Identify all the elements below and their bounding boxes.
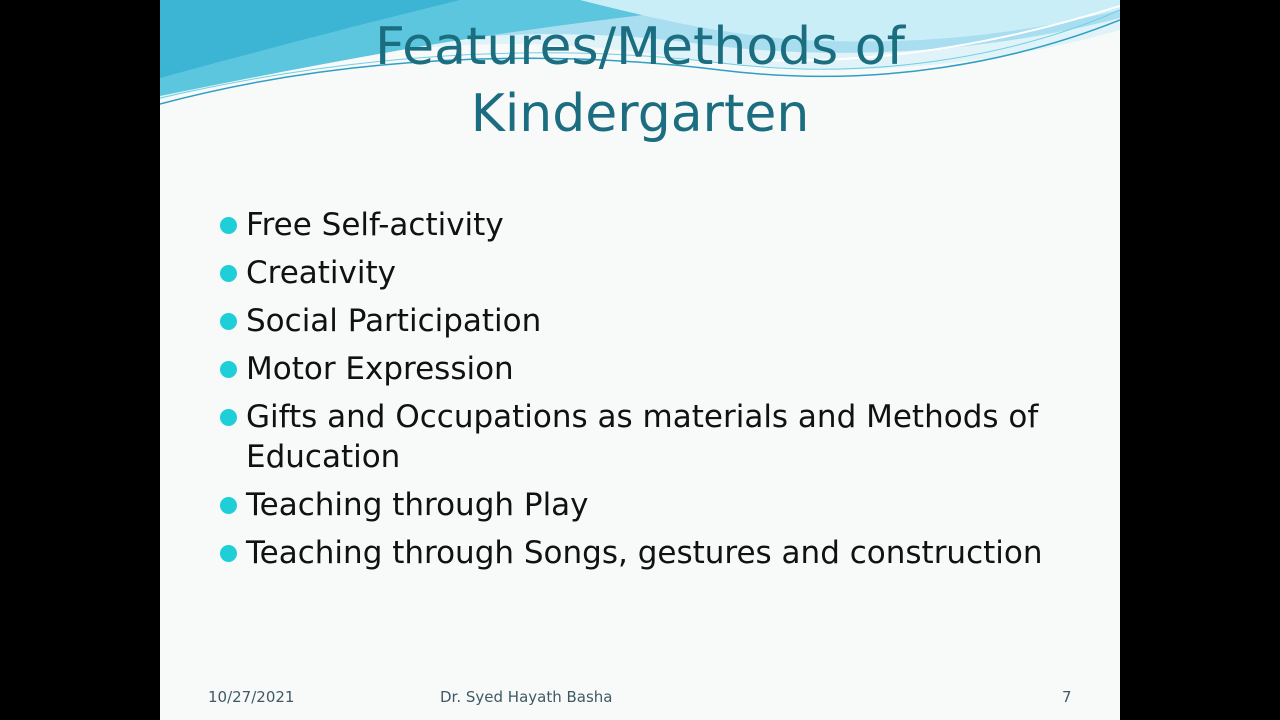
bullet-dot-icon <box>220 497 237 514</box>
bullet-item <box>218 253 1098 293</box>
bullet-item <box>218 301 1098 341</box>
bullet-dot-icon <box>220 409 237 426</box>
bullet-item <box>218 397 1098 477</box>
bullet-text: Teaching through Songs, gestures and construction <box>246 535 1043 571</box>
bullet-dot-icon <box>220 313 237 330</box>
bullet-dot-icon <box>220 265 237 282</box>
bullet-dot-icon <box>220 545 237 562</box>
bullet-item <box>218 533 1098 573</box>
bullet-item <box>218 485 1098 525</box>
slide-title-line-1: Features/Methods of <box>375 17 905 77</box>
slide-title-line-2: Kindergarten <box>470 84 810 144</box>
presentation-slide <box>160 0 1120 720</box>
bullet-text: Free Self-activity <box>246 207 504 243</box>
footer-date: 10/27/2021 <box>208 688 295 706</box>
slide-title <box>160 14 1120 148</box>
slide-number: 7 <box>1062 688 1072 706</box>
bullet-item <box>218 205 1098 245</box>
bullet-text: Gifts and Occupations as materials and Methods of Education <box>246 399 1039 475</box>
bullet-text: Motor Expression <box>246 351 514 387</box>
bullet-item <box>218 349 1098 389</box>
bullet-text: Teaching through Play <box>246 487 589 523</box>
bullet-text: Social Participation <box>246 303 542 339</box>
bullet-list <box>218 205 1098 581</box>
footer-author: Dr. Syed Hayath Basha <box>440 688 613 706</box>
bullet-dot-icon <box>220 217 237 234</box>
bullet-dot-icon <box>220 361 237 378</box>
bullet-text: Creativity <box>246 255 397 291</box>
